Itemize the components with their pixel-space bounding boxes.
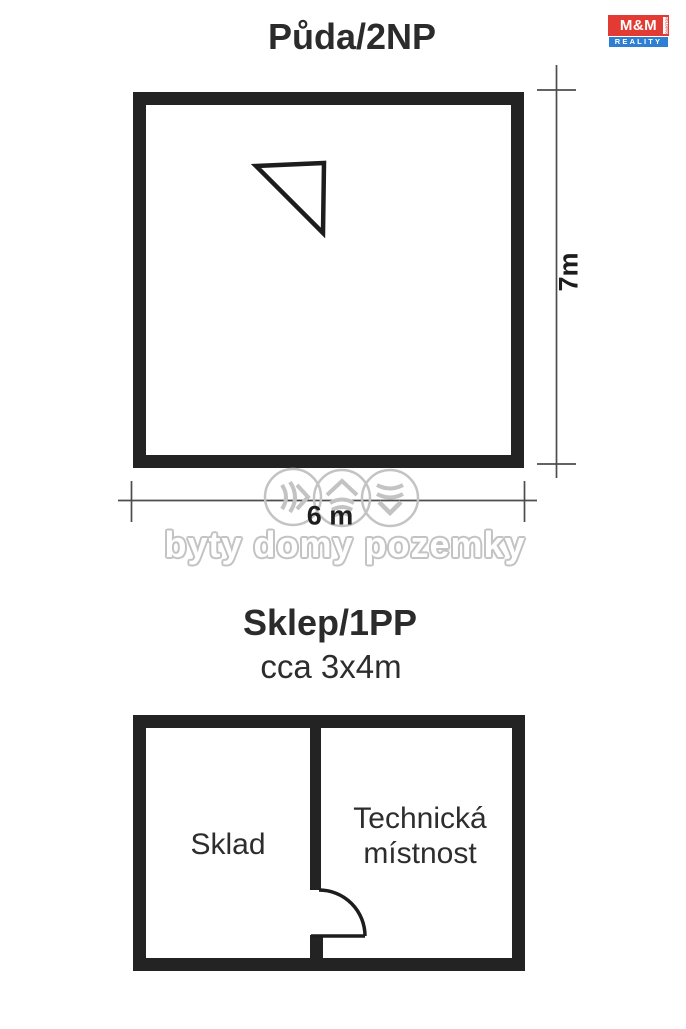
cellar-plan-subtitle: cca 3x4m [260, 648, 402, 685]
attic-height-dimension-label: 7m [553, 252, 584, 292]
attic-room-outline [140, 99, 518, 462]
logo-holding-text: HOLDING [664, 16, 669, 35]
partition-wall-stub [310, 935, 323, 959]
logo-reality-text: REALITY [614, 37, 663, 47]
logo-blue-bar [608, 36, 669, 48]
logo-red-box [608, 15, 669, 36]
chevrons-down-icon [377, 485, 403, 513]
attic-width-dimension-label: 6 m [306, 500, 354, 531]
partition-wall [310, 727, 321, 890]
room-label-technicka-mistnost: Technická místnost [353, 802, 487, 870]
logo-holding-strip [663, 17, 668, 34]
logo-mm-text: M&M [619, 17, 658, 34]
sound-waves-right-icon [282, 482, 308, 512]
mm-reality-logo [608, 15, 669, 48]
watermark-text: byty domy pozemky [164, 524, 526, 565]
cellar-plan-title: Sklep/1PP [242, 602, 418, 643]
room-label-sklad: Sklad [190, 828, 266, 861]
attic-plan-title: Půda/2NP [267, 16, 437, 57]
